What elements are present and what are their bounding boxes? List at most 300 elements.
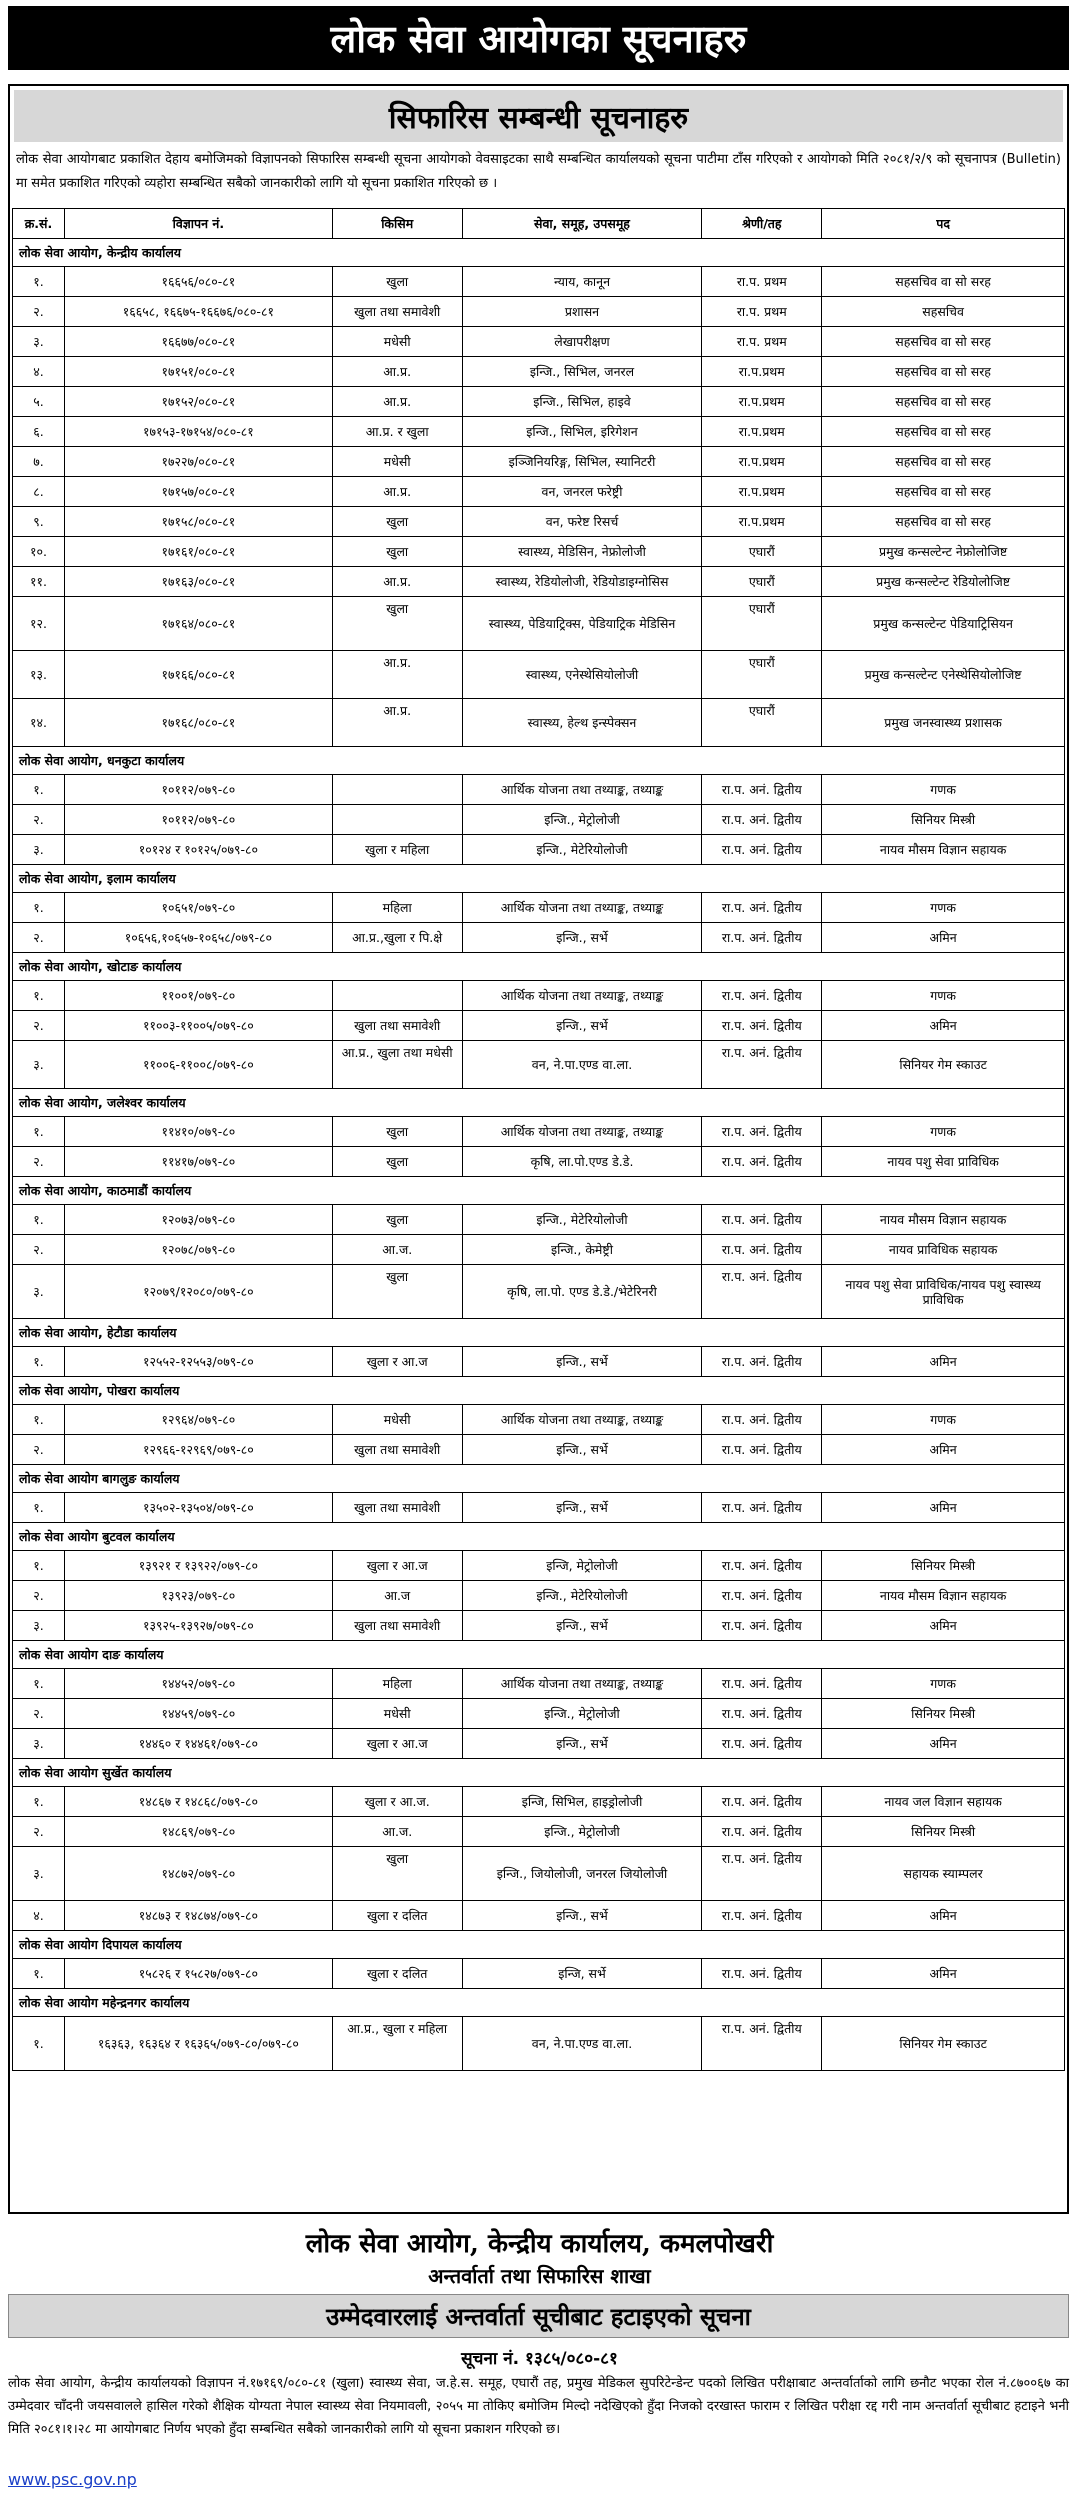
office-name: लोक सेवा आयोग महेन्द्रनगर कार्यालय <box>13 1989 1065 2017</box>
office-section-row <box>13 1177 1065 1205</box>
level-cell: रा.प. अनं. द्वितीय <box>702 1011 822 1041</box>
service-cell: इन्जि., मेट्रोलोजी <box>462 1699 702 1729</box>
serial-cell: ११. <box>13 567 65 597</box>
table-row <box>13 1347 1065 1377</box>
type-cell: आ.प्र. <box>332 699 462 747</box>
type-cell: महिला <box>332 893 462 923</box>
service-cell: इन्जि., केमेष्ट्री <box>462 1235 702 1265</box>
type-cell <box>332 775 462 805</box>
office-section-row <box>13 953 1065 981</box>
table-row <box>13 537 1065 567</box>
table-row <box>13 981 1065 1011</box>
ad-number-cell: १७१५१/०८०-८१ <box>64 357 332 387</box>
service-cell: इन्जि., सर्भे <box>462 1611 702 1641</box>
serial-cell: १. <box>13 981 65 1011</box>
type-cell: आ.प्र. <box>332 567 462 597</box>
serial-cell: ७. <box>13 447 65 477</box>
ad-number-cell: १४४६० र १४४६१/०७९-८० <box>64 1729 332 1759</box>
table-row <box>13 1729 1065 1759</box>
serial-cell: १३. <box>13 651 65 699</box>
serial-cell: १. <box>13 893 65 923</box>
type-cell: मधेसी <box>332 1699 462 1729</box>
post-cell: सिनियर गेम स्काउट <box>822 2017 1065 2071</box>
level-cell: रा.प. अनं. द्वितीय <box>702 1699 822 1729</box>
serial-cell: १. <box>13 775 65 805</box>
type-cell: आ.ज. <box>332 1817 462 1847</box>
ad-number-cell: १७१६६/०८०-८१ <box>64 651 332 699</box>
level-cell: रा.प. अनं. द्वितीय <box>702 1847 822 1901</box>
post-cell: सहसचिव वा सो सरह <box>822 417 1065 447</box>
table-row <box>13 1669 1065 1699</box>
level-cell: रा.प. अनं. द्वितीय <box>702 893 822 923</box>
post-cell: प्रमुख कन्सल्टेन्ट एनेस्थेसियोलोजिष्ट <box>822 651 1065 699</box>
table-row <box>13 1405 1065 1435</box>
level-cell: रा.प. अनं. द्वितीय <box>702 1235 822 1265</box>
ad-number-cell: १२०७३/०७९-८० <box>64 1205 332 1235</box>
notice-number: सूचना नं. १३८५/०८०-८१ <box>461 2349 618 2369</box>
serial-cell: २. <box>13 805 65 835</box>
serial-cell: १. <box>13 1787 65 1817</box>
table-row <box>13 775 1065 805</box>
post-cell: नायव मौसम विज्ञान सहायक <box>822 835 1065 865</box>
level-cell: रा.प. प्रथम <box>702 267 822 297</box>
serial-cell: १. <box>13 1493 65 1523</box>
ad-number-cell: १४८६९/०७९-८० <box>64 1817 332 1847</box>
serial-cell: १. <box>13 1959 65 1989</box>
serial-cell: ३. <box>13 1611 65 1641</box>
recommendation-notice-frame <box>8 84 1069 2214</box>
post-cell: सिनियर मिस्त्री <box>822 1551 1065 1581</box>
office-name: लोक सेवा आयोग सुर्खेत कार्यालय <box>13 1759 1065 1787</box>
post-cell: सिनियर गेम स्काउट <box>822 1041 1065 1089</box>
level-cell: एघारौं <box>702 597 822 651</box>
ad-number-cell: १६६७७/०८०-८१ <box>64 327 332 357</box>
type-cell: आ.प्र. र खुला <box>332 417 462 447</box>
table-row <box>13 651 1065 699</box>
level-cell: रा.प. अनं. द्वितीय <box>702 1729 822 1759</box>
serial-cell: १२. <box>13 597 65 651</box>
post-cell: गणक <box>822 893 1065 923</box>
level-cell: रा.प. अनं. द्वितीय <box>702 1787 822 1817</box>
office-section-row <box>13 1523 1065 1551</box>
office-name: लोक सेवा आयोग, धनकुटा कार्यालय <box>13 747 1065 775</box>
office-name: लोक सेवा आयोग बागलुङ कार्यालय <box>13 1465 1065 1493</box>
table-row <box>13 1011 1065 1041</box>
ad-number-cell: १६६५६/०८०-८१ <box>64 267 332 297</box>
service-cell: इन्जि, मेट्रोलोजी <box>462 1551 702 1581</box>
serial-cell: ४. <box>13 357 65 387</box>
service-cell: इन्जि., सर्भे <box>462 1011 702 1041</box>
table-row <box>13 1901 1065 1931</box>
type-cell: खुला तथा समावेशी <box>332 1493 462 1523</box>
post-cell: सहसचिव वा सो सरह <box>822 507 1065 537</box>
ad-number-cell: १७१६३/०८०-८१ <box>64 567 332 597</box>
type-cell: आ.प्र. <box>332 477 462 507</box>
main-title: लोक सेवा आयोगका सूचनाहरु <box>8 6 1069 70</box>
level-cell: रा.प.प्रथम <box>702 417 822 447</box>
level-cell: रा.प. अनं. द्वितीय <box>702 1493 822 1523</box>
level-cell: रा.प. अनं. द्वितीय <box>702 1347 822 1377</box>
ad-number-cell: १६६५८, १६६७५-१६६७६/०८०-८१ <box>64 297 332 327</box>
col-serial-header: क्र.सं. <box>13 209 65 239</box>
office-name: लोक सेवा आयोग, इलाम कार्यालय <box>13 865 1065 893</box>
table-row <box>13 327 1065 357</box>
service-cell: इन्जि., सिभिल, हाइवे <box>462 387 702 417</box>
serial-cell: २. <box>13 923 65 953</box>
office-section-row <box>13 1377 1065 1405</box>
type-cell: आ.प्र., खुला तथा मधेसी <box>332 1041 462 1089</box>
service-cell: इन्जि, सिभिल, हाइड्रोलोजी <box>462 1787 702 1817</box>
table-row <box>13 1235 1065 1265</box>
post-cell: प्रमुख कन्सल्टेन्ट पेडियाट्रिसियन <box>822 597 1065 651</box>
table-row <box>13 357 1065 387</box>
post-cell: नायव पशु सेवा प्राविधिक <box>822 1147 1065 1177</box>
office-name: लोक सेवा आयोग, हेटौडा कार्यालय <box>13 1319 1065 1347</box>
ad-number-cell: १७१६४/०८०-८१ <box>64 597 332 651</box>
office-section-row <box>13 1641 1065 1669</box>
type-cell: मधेसी <box>332 327 462 357</box>
service-cell: वन, फरेष्ट रिसर्च <box>462 507 702 537</box>
type-cell: खुला तथा समावेशी <box>332 1435 462 1465</box>
level-cell: रा.प. अनं. द्वितीय <box>702 1611 822 1641</box>
type-cell: आ.प्र.,खुला र पि.क्षे <box>332 923 462 953</box>
office-name: लोक सेवा आयोग बुटवल कार्यालय <box>13 1523 1065 1551</box>
level-cell: रा.प. अनं. द्वितीय <box>702 835 822 865</box>
post-cell: अमिन <box>822 1493 1065 1523</box>
serial-cell: ३. <box>13 327 65 357</box>
serial-cell: ३. <box>13 1847 65 1901</box>
serial-cell: २. <box>13 1581 65 1611</box>
post-cell: सहसचिव वा सो सरह <box>822 327 1065 357</box>
office-section-row <box>13 239 1065 267</box>
post-cell: सिनियर मिस्त्री <box>822 1699 1065 1729</box>
level-cell: रा.प.प्रथम <box>702 447 822 477</box>
type-cell: महिला <box>332 1669 462 1699</box>
post-cell: गणक <box>822 1405 1065 1435</box>
ad-number-cell: १७१५७/०८०-८१ <box>64 477 332 507</box>
post-cell: अमिन <box>822 1959 1065 1989</box>
level-cell: एघारौं <box>702 567 822 597</box>
serial-cell: १. <box>13 1669 65 1699</box>
level-cell: रा.प.प्रथम <box>702 357 822 387</box>
post-cell: सहसचिव वा सो सरह <box>822 477 1065 507</box>
table-row <box>13 1551 1065 1581</box>
ad-number-cell: १७१५८/०८०-८१ <box>64 507 332 537</box>
website-link[interactable]: www.psc.gov.np <box>8 2470 137 2489</box>
removal-notice-body: लोक सेवा आयोग, केन्द्रीय कार्यालयको विज्ञापन नं.१७१६९/०८०-८१ (खुला) स्वास्थ्य सेवा, ज.हे.स. समूह, एघारौं तह, प्रमुख मेडिकल सुपरिटेन्डेन्ट पदको लिखित परीक्षाबाट अन्तर्वार्ताको लागि छनौट भएका रोल नं.८७००६७ का उम्मेदवार चाँदनी जयसवालले हासिल गरेको शैक्षिक योग्यता नेपाल स्वास्थ्य सेवा नियमावली, २०५५ मा तोकिए बमोजिम मिल्दो नदेखिएको हुँदा निजको दरखास्त फाराम र लिखित परीक्षा रद्द गरी नाम अन्तर्वार्ता सूचीबाट हटाइने भनी मिति २०८१।१।२८ मा आयोगबाट निर्णय भएको हुँदा सम्बन्धित सबैको जानकारीको लागि यो सूचना प्रकाशन गरिएको छ। <box>8 2376 1069 2437</box>
level-cell: रा.प. प्रथम <box>702 327 822 357</box>
office-name: लोक सेवा आयोग दिपायल कार्यालय <box>13 1931 1065 1959</box>
ad-number-cell: १२९६४/०७९-८० <box>64 1405 332 1435</box>
office-section-row <box>13 1465 1065 1493</box>
type-cell: आ.प्र., खुला र महिला <box>332 2017 462 2071</box>
service-cell: इन्जि., सर्भे <box>462 923 702 953</box>
service-cell: आर्थिक योजना तथा तथ्याङ्क, तथ्याङ्क <box>462 775 702 805</box>
ad-number-cell: ११००६-११००८/०७९-८० <box>64 1041 332 1089</box>
office-name: लोक सेवा आयोग दाङ कार्यालय <box>13 1641 1065 1669</box>
table-row <box>13 2017 1065 2071</box>
type-cell: खुला र आ.ज <box>332 1729 462 1759</box>
type-cell: खुला र दलित <box>332 1959 462 1989</box>
serial-cell: ८. <box>13 477 65 507</box>
service-cell: इन्जि., सिभिल, जनरल <box>462 357 702 387</box>
ad-number-cell: १४४५२/०७९-८० <box>64 1669 332 1699</box>
ad-number-cell: १७१५२/०८०-८१ <box>64 387 332 417</box>
serial-cell: २. <box>13 1011 65 1041</box>
serial-cell: १०. <box>13 537 65 567</box>
sub-title: सिफारिस सम्बन्धी सूचनाहरु <box>14 90 1063 142</box>
table-row <box>13 893 1065 923</box>
office-section-row <box>13 865 1065 893</box>
ad-number-cell: १४४५९/०७९-८० <box>64 1699 332 1729</box>
ad-number-cell: १२०७९/१२०८०/०७९-८० <box>64 1265 332 1319</box>
table-row <box>13 1147 1065 1177</box>
table-row <box>13 267 1065 297</box>
table-row <box>13 387 1065 417</box>
type-cell: मधेसी <box>332 1405 462 1435</box>
table-row <box>13 1581 1065 1611</box>
ad-number-cell: १४८६७ र १४८६८/०७९-८० <box>64 1787 332 1817</box>
level-cell: रा.प. अनं. द्वितीय <box>702 775 822 805</box>
type-cell: खुला <box>332 1205 462 1235</box>
post-cell: नायव पशु सेवा प्राविधिक/नायव पशु स्वास्थ्य प्राविधिक <box>822 1265 1065 1319</box>
post-cell: सहसचिव वा सो सरह <box>822 357 1065 387</box>
service-cell: आर्थिक योजना तथा तथ्याङ्क, तथ्याङ्क <box>462 1669 702 1699</box>
level-cell: रा.प.प्रथम <box>702 477 822 507</box>
service-cell: स्वास्थ्य, हेल्थ इन्स्पेक्सन <box>462 699 702 747</box>
type-cell: खुला <box>332 1147 462 1177</box>
level-cell: रा.प. अनं. द्वितीय <box>702 1581 822 1611</box>
ad-number-cell: १४८७२/०७९-८० <box>64 1847 332 1901</box>
serial-cell: २. <box>13 1435 65 1465</box>
type-cell: मधेसी <box>332 447 462 477</box>
level-cell: रा.प. अनं. द्वितीय <box>702 1435 822 1465</box>
service-cell: आर्थिक योजना तथा तथ्याङ्क, तथ्याङ्क <box>462 981 702 1011</box>
service-cell: इन्जि., सर्भे <box>462 1901 702 1931</box>
post-cell: प्रमुख कन्सल्टेन्ट नेफ्रोलोजिष्ट <box>822 537 1065 567</box>
ad-number-cell: १२५५२-१२५५३/०७९-८० <box>64 1347 332 1377</box>
level-cell: रा.प. अनं. द्वितीय <box>702 1205 822 1235</box>
type-cell: खुला <box>332 1265 462 1319</box>
type-cell: आ.प्र. <box>332 651 462 699</box>
level-cell: एघारौं <box>702 537 822 567</box>
branch-heading: अन्तर्वार्ता तथा सिफारिस शाखा <box>428 2264 651 2288</box>
service-cell: इन्जि., सर्भे <box>462 1435 702 1465</box>
service-cell: इन्जि, सर्भे <box>462 1959 702 1989</box>
table-row <box>13 297 1065 327</box>
level-cell: रा.प. अनं. द्वितीय <box>702 1959 822 1989</box>
ad-number-cell: १३९२३/०७९-८० <box>64 1581 332 1611</box>
table-row <box>13 447 1065 477</box>
ad-number-cell: १६३६३, १६३६४ र १६३६५/०७९-८०/०७९-८० <box>64 2017 332 2071</box>
col-ad-number-header: विज्ञापन नं. <box>64 209 332 239</box>
table-row <box>13 1959 1065 1989</box>
service-cell: स्वास्थ्य, एनेस्थेसियोलोजी <box>462 651 702 699</box>
ad-number-cell: १७१६१/०८०-८१ <box>64 537 332 567</box>
type-cell: खुला र महिला <box>332 835 462 865</box>
post-cell: प्रमुख जनस्वास्थ्य प्रशासक <box>822 699 1065 747</box>
ad-number-cell: १७२२७/०८०-८१ <box>64 447 332 477</box>
type-cell: खुला र आ.ज <box>332 1551 462 1581</box>
office-name: लोक सेवा आयोग, जलेश्वर कार्यालय <box>13 1089 1065 1117</box>
type-cell: खुला <box>332 1117 462 1147</box>
service-cell: आर्थिक योजना तथा तथ्याङ्क, तथ्याङ्क <box>462 893 702 923</box>
table-row <box>13 1611 1065 1641</box>
table-row <box>13 1787 1065 1817</box>
ad-number-cell: ११४१०/०७९-८० <box>64 1117 332 1147</box>
level-cell: रा.प. प्रथम <box>702 297 822 327</box>
level-cell: रा.प. अनं. द्वितीय <box>702 1041 822 1089</box>
ad-number-cell: १२०७८/०७९-८० <box>64 1235 332 1265</box>
post-cell: सहसचिव वा सो सरह <box>822 267 1065 297</box>
type-cell: खुला तथा समावेशी <box>332 297 462 327</box>
ad-number-cell: १७१५३-१७१५४/०८०-८१ <box>64 417 332 447</box>
ad-number-cell: १०६५१/०७९-८० <box>64 893 332 923</box>
ad-number-cell: १०११२/०७९-८० <box>64 805 332 835</box>
post-cell: गणक <box>822 1117 1065 1147</box>
table-row <box>13 1493 1065 1523</box>
table-row <box>13 1265 1065 1319</box>
removal-notice-title: उम्मेदवारलाई अन्तर्वार्ता सूचीबाट हटाइएको सूचना <box>8 2294 1069 2338</box>
serial-cell: ३. <box>13 1265 65 1319</box>
level-cell: रा.प. अनं. द्वितीय <box>702 923 822 953</box>
office-section-row <box>13 1931 1065 1959</box>
service-cell: इन्जि., मेटेरियोलोजी <box>462 1581 702 1611</box>
service-cell: स्वास्थ्य, पेडियाट्रिक्स, पेडियाट्रिक मेडिसिन <box>462 597 702 651</box>
level-cell: रा.प. अनं. द्वितीय <box>702 1817 822 1847</box>
post-cell: सिनियर मिस्त्री <box>822 805 1065 835</box>
table-row <box>13 567 1065 597</box>
service-cell: इञ्जिनियरिङ्ग, सिभिल, स्यानिटरी <box>462 447 702 477</box>
type-cell <box>332 805 462 835</box>
recommendation-table <box>12 208 1065 2071</box>
table-row <box>13 1117 1065 1147</box>
service-cell: न्याय, कानून <box>462 267 702 297</box>
service-cell: कृषि, ला.पो. एण्ड डे.डे./भेटेरिनरी <box>462 1265 702 1319</box>
service-cell: आर्थिक योजना तथा तथ्याङ्क, तथ्याङ्क <box>462 1117 702 1147</box>
serial-cell: २. <box>13 1235 65 1265</box>
level-cell: रा.प. अनं. द्वितीय <box>702 1117 822 1147</box>
service-cell: आर्थिक योजना तथा तथ्याङ्क, तथ्याङ्क <box>462 1405 702 1435</box>
level-cell: रा.प. अनं. द्वितीय <box>702 805 822 835</box>
serial-cell: १४. <box>13 699 65 747</box>
service-cell: वन, ने.पा.एण्ड वा.ला. <box>462 2017 702 2071</box>
type-cell: खुला <box>332 507 462 537</box>
ad-number-cell: ११४१७/०७९-८० <box>64 1147 332 1177</box>
ad-number-cell: १३९२१ र १३९२२/०७९-८० <box>64 1551 332 1581</box>
level-cell: एघारौं <box>702 699 822 747</box>
type-cell: खुला र आ.ज. <box>332 1787 462 1817</box>
post-cell: अमिन <box>822 1011 1065 1041</box>
ad-number-cell: १०१२४ र १०१२५/०७९-८० <box>64 835 332 865</box>
type-cell: खुला तथा समावेशी <box>332 1011 462 1041</box>
type-cell: खुला र दलित <box>332 1901 462 1931</box>
level-cell: रा.प. अनं. द्वितीय <box>702 1265 822 1319</box>
serial-cell: ९. <box>13 507 65 537</box>
post-cell: अमिन <box>822 1435 1065 1465</box>
level-cell: रा.प. अनं. द्वितीय <box>702 1551 822 1581</box>
post-cell: अमिन <box>822 1729 1065 1759</box>
type-cell: आ.प्र. <box>332 387 462 417</box>
post-cell: गणक <box>822 775 1065 805</box>
type-cell: आ.ज. <box>332 1235 462 1265</box>
post-cell: प्रमुख कन्सल्टेन्ट रेडियोलोजिष्ट <box>822 567 1065 597</box>
office-section-row <box>13 1089 1065 1117</box>
ad-number-cell: ११००१/०७९-८० <box>64 981 332 1011</box>
type-cell <box>332 981 462 1011</box>
service-cell: प्रशासन <box>462 297 702 327</box>
type-cell: खुला तथा समावेशी <box>332 1611 462 1641</box>
serial-cell: ३. <box>13 835 65 865</box>
table-row <box>13 507 1065 537</box>
table-row <box>13 1435 1065 1465</box>
serial-cell: १. <box>13 1205 65 1235</box>
service-cell: इन्जि., सर्भे <box>462 1493 702 1523</box>
table-row <box>13 923 1065 953</box>
office-heading: लोक सेवा आयोग, केन्द्रीय कार्यालय, कमलपोखरी <box>305 2229 774 2259</box>
post-cell: अमिन <box>822 1347 1065 1377</box>
table-body <box>13 239 1065 2071</box>
office-name: लोक सेवा आयोग, खोटाङ कार्यालय <box>13 953 1065 981</box>
col-type-header: किसिम <box>332 209 462 239</box>
service-cell: इन्जि., मेट्रोलोजी <box>462 1817 702 1847</box>
serial-cell: १. <box>13 1551 65 1581</box>
ad-number-cell: १०६५६,१०६५७-१०६५८/०७९-८० <box>64 923 332 953</box>
post-cell: नायव मौसम विज्ञान सहायक <box>822 1205 1065 1235</box>
service-cell: इन्जि., जियोलोजी, जनरल जियोलोजी <box>462 1847 702 1901</box>
level-cell: रा.प.प्रथम <box>702 507 822 537</box>
ad-number-cell: ११००३-११००५/०७९-८० <box>64 1011 332 1041</box>
serial-cell: ६. <box>13 417 65 447</box>
post-cell: अमिन <box>822 1611 1065 1641</box>
type-cell: आ.प्र. <box>332 357 462 387</box>
serial-cell: ३. <box>13 1729 65 1759</box>
serial-cell: २. <box>13 1699 65 1729</box>
post-cell: अमिन <box>822 1901 1065 1931</box>
level-cell: एघारौं <box>702 651 822 699</box>
ad-number-cell: १३५०२-१३५०४/०७९-८० <box>64 1493 332 1523</box>
post-cell: सहसचिव वा सो सरह <box>822 447 1065 477</box>
level-cell: रा.प. अनं. द्वितीय <box>702 981 822 1011</box>
level-cell: रा.प.प्रथम <box>702 387 822 417</box>
serial-cell: १. <box>13 1405 65 1435</box>
level-cell: रा.प. अनं. द्वितीय <box>702 1669 822 1699</box>
office-name: लोक सेवा आयोग, केन्द्रीय कार्यालय <box>13 239 1065 267</box>
service-cell: इन्जि., सिभिल, इरिगेशन <box>462 417 702 447</box>
level-cell: रा.प. अनं. द्वितीय <box>702 1901 822 1931</box>
serial-cell: १. <box>13 2017 65 2071</box>
service-cell: स्वास्थ्य, मेडिसिन, नेफ्रोलोजी <box>462 537 702 567</box>
table-header-row <box>13 209 1065 239</box>
post-cell: नायव प्राविधिक सहायक <box>822 1235 1065 1265</box>
ad-number-cell: १३९२५-१३९२७/०७९-८० <box>64 1611 332 1641</box>
service-cell: इन्जि., सर्भे <box>462 1347 702 1377</box>
service-cell: इन्जि., मेट्रोलोजी <box>462 805 702 835</box>
serial-cell: १. <box>13 1347 65 1377</box>
type-cell: आ.ज <box>332 1581 462 1611</box>
serial-cell: ४. <box>13 1901 65 1931</box>
table-row <box>13 805 1065 835</box>
serial-cell: ५. <box>13 387 65 417</box>
post-cell: गणक <box>822 1669 1065 1699</box>
serial-cell: ३. <box>13 1041 65 1089</box>
table-row <box>13 417 1065 447</box>
service-cell: इन्जि., मेटेरियोलोजी <box>462 835 702 865</box>
level-cell: रा.प. अनं. द्वितीय <box>702 1405 822 1435</box>
type-cell: खुला र आ.ज <box>332 1347 462 1377</box>
post-cell: नायव जल विज्ञान सहायक <box>822 1787 1065 1817</box>
service-cell: लेखापरीक्षण <box>462 327 702 357</box>
